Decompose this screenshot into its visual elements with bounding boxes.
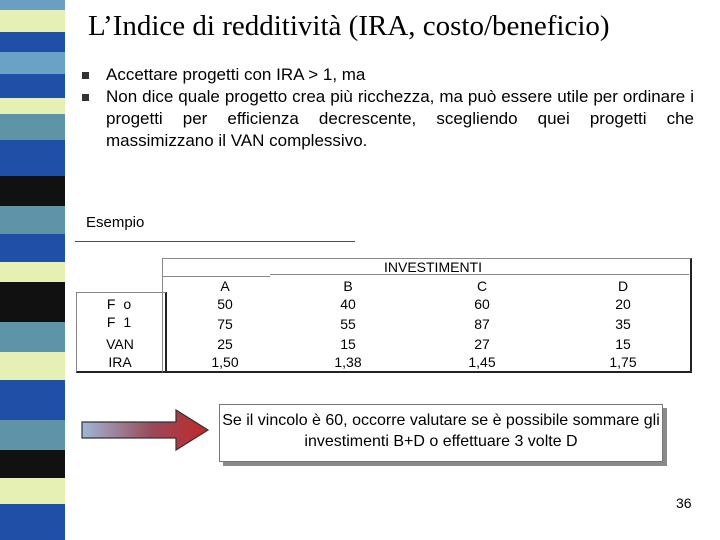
table-cell: 15 [615, 336, 631, 352]
bullet-item [82, 86, 694, 152]
example-label: Esempio [86, 214, 145, 231]
bullet-item [82, 64, 694, 86]
table-cell: 35 [615, 316, 631, 332]
table-cell: 1,50 [211, 354, 239, 370]
row-label: F o [106, 296, 134, 312]
column-header: B [343, 278, 353, 294]
constraint-callout: Se il vincolo è 60, occorre valutare se è possibile sommare gli investimenti B+D o effettuare 3 volte D [219, 404, 663, 462]
row-label: F 1 [106, 314, 134, 330]
arrow-right-icon [80, 408, 212, 452]
column-header: D [617, 278, 629, 294]
table-cell: 55 [340, 316, 356, 332]
table-cell: 15 [340, 336, 356, 352]
table-cell: 87 [474, 316, 490, 332]
bullet-text: Non dice quale progetto crea più ricchezza, ma può essere utile per ordinare i progetti per efficienza decrescente, scegliendo quei progetti che massimizzano il VAN complessivo. [106, 87, 694, 150]
column-header: C [476, 278, 488, 294]
table-cell: 60 [474, 296, 490, 312]
bullet-text: Accettare progetti con IRA > 1, ma [106, 65, 366, 84]
table-cell: 25 [217, 336, 233, 352]
table-cell: 50 [217, 296, 233, 312]
page-number: 36 [676, 495, 692, 511]
slide-title: L’Indice di redditività (IRA, costo/beneficio) [88, 10, 610, 42]
row-label: VAN [106, 336, 134, 352]
decorative-stripe [0, 0, 65, 540]
example-underline [75, 241, 355, 242]
table-divider [162, 276, 270, 277]
row-label: IRA [108, 354, 132, 370]
table-cell: 1,38 [334, 354, 362, 370]
table-cell: 75 [217, 316, 233, 332]
table-cell: 40 [340, 296, 356, 312]
table-cell: 20 [615, 296, 631, 312]
table-cell: 1,45 [468, 354, 496, 370]
table-cell: 1,75 [609, 354, 637, 370]
bullet-square-icon [82, 94, 89, 101]
table-group-header: INVESTIMENTI [383, 259, 482, 275]
bullet-square-icon [82, 72, 89, 79]
bullet-list [82, 64, 694, 152]
column-header: A [220, 278, 230, 294]
table-cell: 27 [474, 336, 490, 352]
